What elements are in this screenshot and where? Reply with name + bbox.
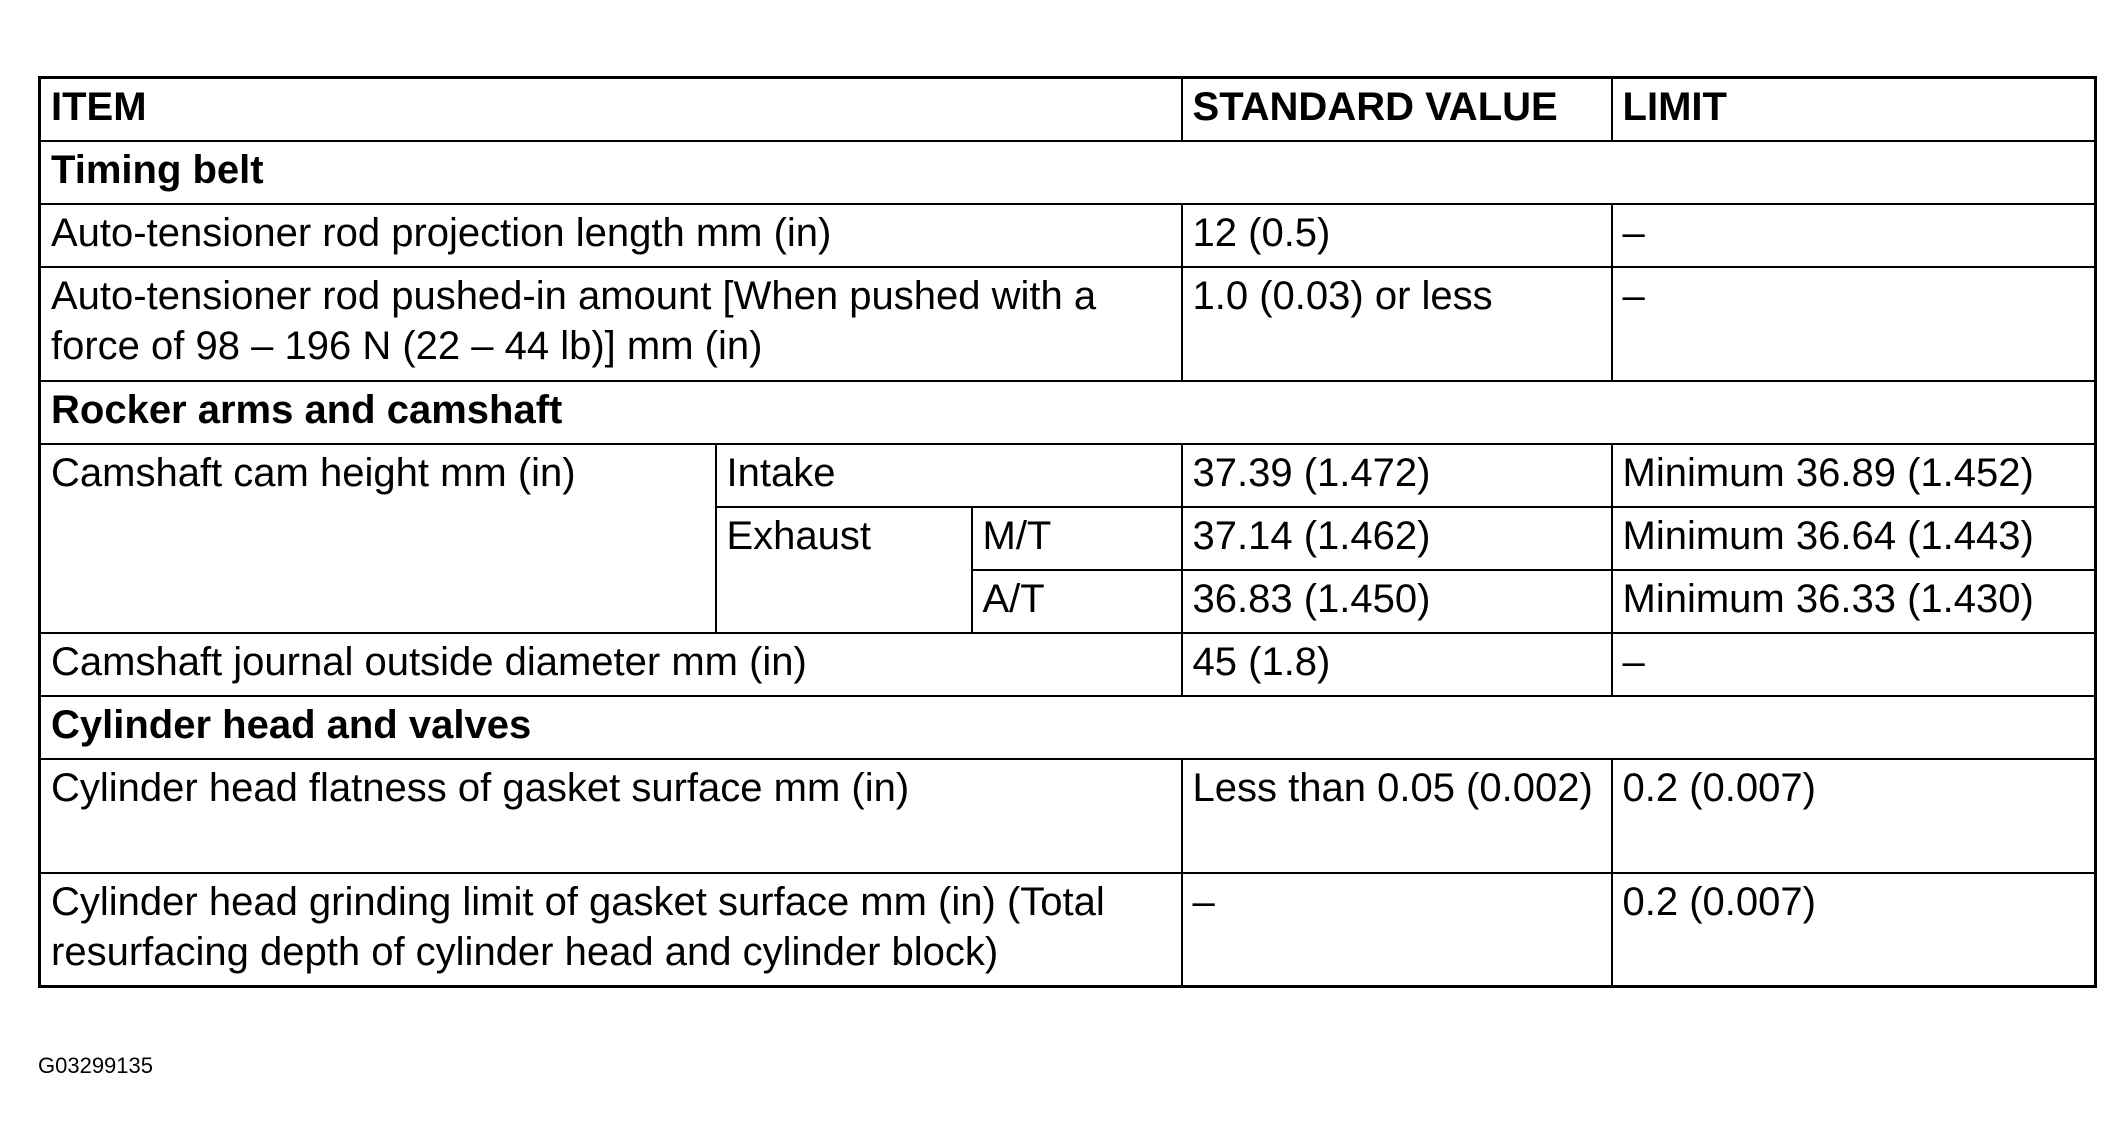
table-row bbox=[40, 204, 2096, 267]
row-limit: – bbox=[1612, 204, 2096, 267]
header-limit: LIMIT bbox=[1612, 78, 2096, 141]
row-limit: – bbox=[1612, 633, 2096, 696]
table-row bbox=[40, 267, 2096, 381]
row-limit: 0.2 (0.007) bbox=[1612, 873, 2096, 987]
header-row bbox=[40, 78, 2096, 141]
row-limit: 0.2 (0.007) bbox=[1612, 759, 2096, 873]
table-row bbox=[40, 873, 2096, 987]
row-item: Auto-tensioner rod pushed-in amount [When pushed with a force of 98 – 196 N (22 – 44 lb)] mm (in) bbox=[40, 267, 1182, 381]
row-transmission: A/T bbox=[972, 570, 1182, 633]
row-standard: 12 (0.5) bbox=[1182, 204, 1612, 267]
row-item: Cylinder head grinding limit of gasket surface mm (in) (Total resurfacing depth of cylinder head and cylinder block) bbox=[40, 873, 1182, 987]
row-item: Camshaft journal outside diameter mm (in) bbox=[40, 633, 1182, 696]
specification-table bbox=[38, 76, 2097, 988]
table-row bbox=[40, 759, 2096, 873]
row-transmission: M/T bbox=[972, 507, 1182, 570]
section-title: Rocker arms and camshaft bbox=[40, 381, 2096, 444]
header-standard-value: STANDARD VALUE bbox=[1182, 78, 1612, 141]
section-row-cylinder-head bbox=[40, 696, 2096, 759]
row-item: Camshaft cam height mm (in) bbox=[40, 444, 716, 633]
row-standard: 36.83 (1.450) bbox=[1182, 570, 1612, 633]
table-row-cam-intake bbox=[40, 444, 2096, 507]
header-item: ITEM bbox=[40, 78, 1182, 141]
row-standard: 1.0 (0.03) or less bbox=[1182, 267, 1612, 381]
section-title: Cylinder head and valves bbox=[40, 696, 2096, 759]
row-standard: – bbox=[1182, 873, 1612, 987]
row-subitem: Intake bbox=[716, 444, 1182, 507]
row-limit: Minimum 36.89 (1.452) bbox=[1612, 444, 2096, 507]
section-row-timing-belt bbox=[40, 141, 2096, 204]
row-standard: 45 (1.8) bbox=[1182, 633, 1612, 696]
section-title: Timing belt bbox=[40, 141, 2096, 204]
row-standard: 37.14 (1.462) bbox=[1182, 507, 1612, 570]
row-standard: Less than 0.05 (0.002) bbox=[1182, 759, 1612, 873]
row-limit: – bbox=[1612, 267, 2096, 381]
row-item: Cylinder head flatness of gasket surface mm (in) bbox=[40, 759, 1182, 873]
figure-id: G03299135 bbox=[38, 1053, 153, 1078]
row-limit: Minimum 36.33 (1.430) bbox=[1612, 570, 2096, 633]
row-subitem: Exhaust bbox=[716, 507, 972, 633]
section-row-rocker-arms bbox=[40, 381, 2096, 444]
table-row bbox=[40, 633, 2096, 696]
row-item: Auto-tensioner rod projection length mm (in) bbox=[40, 204, 1182, 267]
row-standard: 37.39 (1.472) bbox=[1182, 444, 1612, 507]
row-limit: Minimum 36.64 (1.443) bbox=[1612, 507, 2096, 570]
